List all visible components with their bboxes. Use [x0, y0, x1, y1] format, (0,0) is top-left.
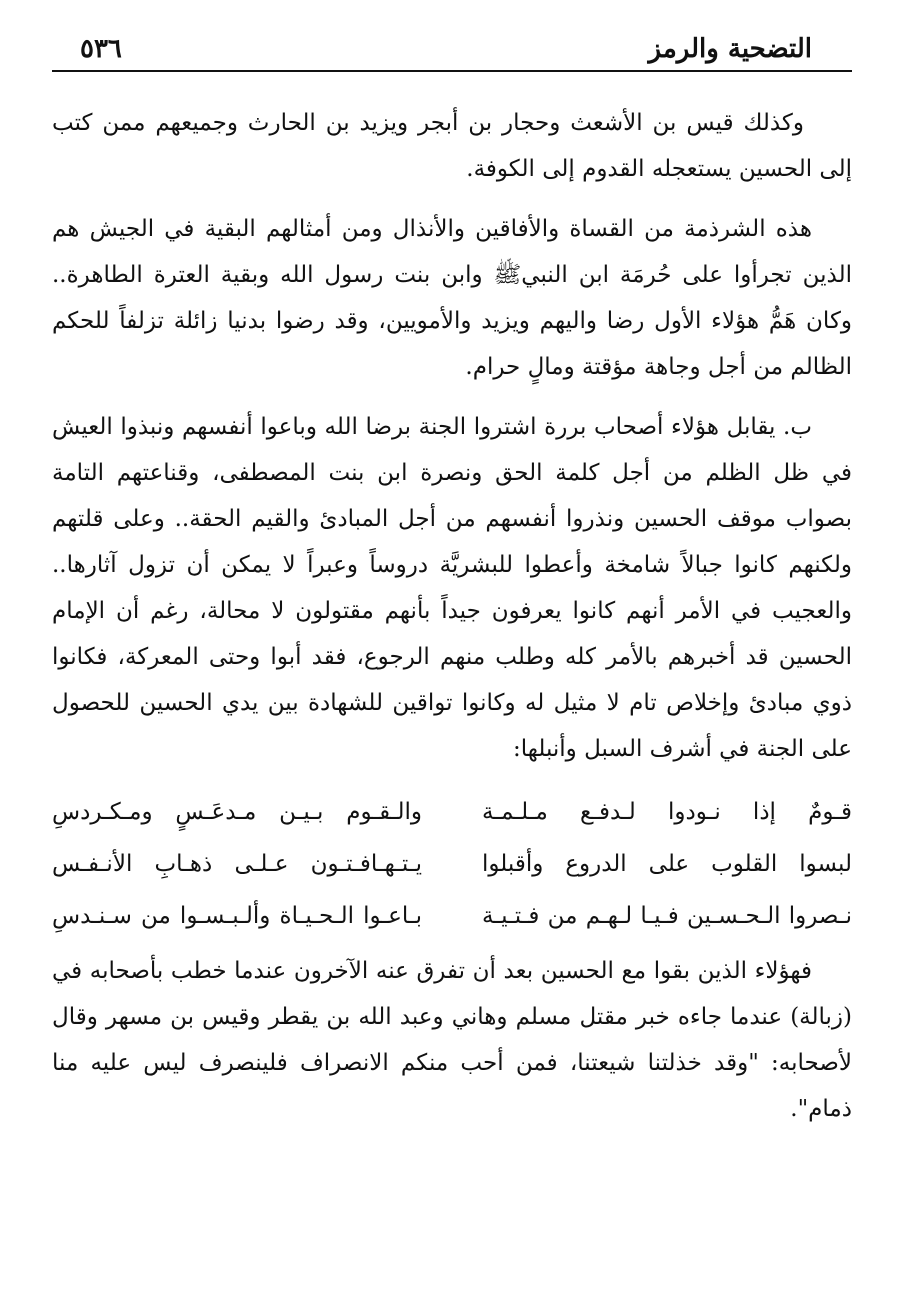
verse-first-hemistich: قـومٌ إذا نـودوا لـدفـع مـلـمـة: [482, 799, 852, 825]
verse-second-hemistich: يـتـهـافـتـون عـلـى ذهـابِ الأنـفـس: [52, 851, 422, 877]
verse-first-hemistich: نـصروا الـحـسـين فـيـا لـهـم من فـتـيـة: [482, 903, 852, 929]
running-title: التضحية والرمز: [648, 34, 812, 64]
poem-verse: [52, 786, 852, 838]
verse-second-hemistich: والـقـوم بـيـن مـدعَـسٍ ومـكـردسِ: [52, 799, 422, 825]
page-number: ٥٣٦: [80, 34, 122, 64]
book-page: [52, 28, 852, 1146]
poem-verse: [52, 838, 852, 890]
poem: [52, 786, 852, 942]
page-body: [52, 100, 852, 1132]
paragraph-3: ب. يقابل هؤلاء أصحاب بررة اشتروا الجنة برضا الله وباعوا أنفسهم ونبذوا العيش في ظل الظلم من أجل كلمة الحق ونصرة ابن بنت المصطفى، وقناعتهم التامة بصواب موقف الحسين ونذروا أنفسهم من أجل المبادئ والقيم الحقة.. وعلى قلتهم ولكنهم كانوا جبالاً شامخة وأعطوا للبشريَّة دروساً وعبراً لا يمكن أن تزول آثارها.. والعجيب في الأمر أنهم كانوا يعرفون جيداً بأنهم مقتولون لا محالة، رغم أن الإمام الحسين قد أخبرهم بالأمر كله وطلب منهم الرجوع، فقد أبوا وحتى المعركة، فكانوا ذوي مبادئ وإخلاص تام لا مثيل له وكانوا تواقين للشهادة بين يدي الحسين للحصول على الجنة في أشرف السبل وأنبلها:: [52, 414, 852, 762]
paragraph-4: فهؤلاء الذين بقوا مع الحسين بعد أن تفرق عنه الآخرون عندما خطب بأصحابه في (زبالة) عندما جاءه خبر مقتل مسلم وهاني وعبد الله بن يقطر وقيس بن مسهر وقال لأصحابه: "وقد خذلتنا شيعتنا، فمن أحب منكم الانصراف فلينصرف ليس عليه منا ذمام".: [52, 958, 852, 1122]
poem-verse: [52, 890, 852, 942]
verse-first-hemistich: لبسوا القلوب على الدروع وأقبلوا: [482, 851, 852, 877]
paragraph-2: هذه الشرذمة من القساة والأفاقين والأنذال ومن أمثالهم البقية في الجيش هم الذين تجرأوا على حُرمَة ابن النبيﷺ وابن بنت رسول الله وبقية العترة الطاهرة.. وكان هَمُّ هؤلاء الأول رضا واليهم ويزيد والأمويين، وقد رضوا بدنيا زائلة تزلفاً للحكم الظالم من أجل وجاهة مؤقتة ومالٍ حرام.: [52, 216, 852, 380]
page-header: [52, 28, 852, 72]
verse-second-hemistich: بـاعـوا الـحـيـاة وألـبـسـوا من سـنـدسِ: [52, 903, 422, 929]
paragraph-1: وكذلك قيس بن الأشعث وحجار بن أبجر ويزيد بن الحارث وجميعهم ممن كتب إلى الحسين يستعجله القدوم إلى الكوفة.: [52, 110, 852, 182]
